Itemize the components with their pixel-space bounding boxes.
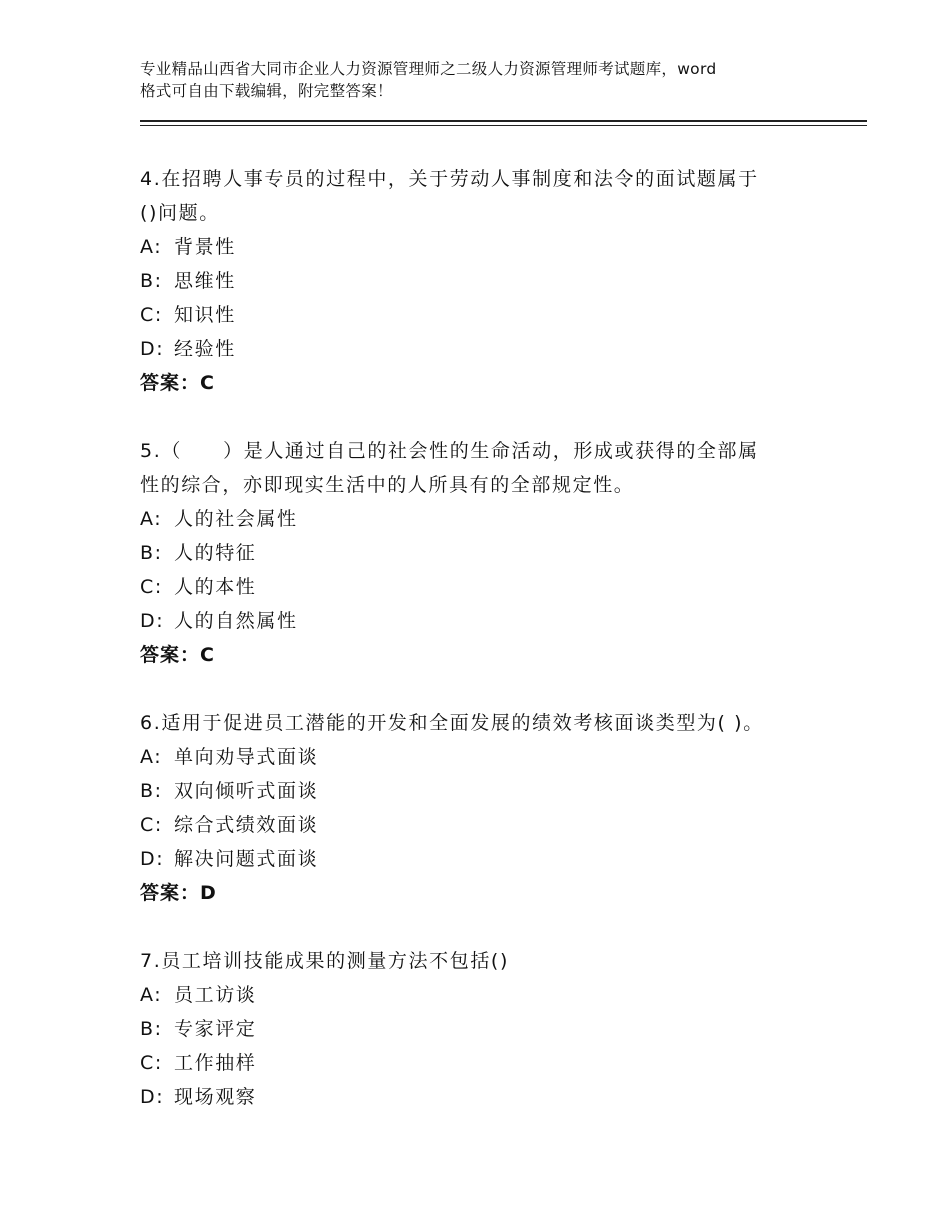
- document-header: [140, 58, 840, 102]
- question-list: [140, 162, 820, 1148]
- option-letter: D:: [140, 1086, 165, 1108]
- option-text: 专家评定: [174, 1018, 257, 1040]
- option-b: [140, 774, 820, 808]
- option-letter: A:: [140, 236, 163, 258]
- option-a: [140, 978, 820, 1012]
- option-c: [140, 570, 820, 604]
- option-d: [140, 842, 820, 876]
- option-letter: B:: [140, 780, 163, 802]
- option-text: 人的社会属性: [174, 508, 298, 530]
- option-text: 工作抽样: [174, 1052, 257, 1074]
- question-stem: [140, 434, 820, 502]
- answer-label: 答案：C: [140, 372, 215, 394]
- option-text: 双向倾听式面谈: [174, 780, 319, 802]
- option-text: 人的自然属性: [174, 610, 298, 632]
- question-stem-line: ()问题。: [140, 202, 220, 224]
- question-5: [140, 434, 820, 672]
- option-text: 现场观察: [174, 1086, 257, 1108]
- option-letter: A:: [140, 746, 163, 768]
- option-b: [140, 1012, 820, 1046]
- header-divider-thin: [140, 125, 867, 126]
- option-letter: D:: [140, 848, 165, 870]
- option-c: [140, 298, 820, 332]
- option-a: [140, 230, 820, 264]
- option-text: 解决问题式面谈: [174, 848, 319, 870]
- question-6: [140, 706, 820, 910]
- option-letter: B:: [140, 1018, 163, 1040]
- option-text: 员工访谈: [174, 984, 257, 1006]
- header-divider-thick: [140, 120, 867, 122]
- option-a: [140, 740, 820, 774]
- option-letter: B:: [140, 270, 163, 292]
- question-stem-line: 7.员工培训技能成果的测量方法不包括(): [140, 950, 509, 972]
- option-c: [140, 808, 820, 842]
- question-7: [140, 944, 820, 1114]
- header-line-1: 专业精品山西省大同市企业人力资源管理师之二级人力资源管理师考试题库，word: [140, 60, 717, 78]
- option-text: 思维性: [174, 270, 236, 292]
- answer-label: 答案：D: [140, 882, 217, 904]
- option-text: 综合式绩效面谈: [174, 814, 319, 836]
- option-letter: D:: [140, 338, 165, 360]
- option-d: [140, 604, 820, 638]
- option-b: [140, 264, 820, 298]
- option-letter: A:: [140, 508, 163, 530]
- option-letter: C:: [140, 814, 163, 836]
- answer-label: 答案：C: [140, 644, 215, 666]
- question-stem-line: 4.在招聘人事专员的过程中，关于劳动人事制度和法令的面试题属于: [140, 168, 759, 190]
- question-stem-line: 6.适用于促进员工潜能的开发和全面发展的绩效考核面谈类型为( )。: [140, 712, 764, 734]
- question-stem: [140, 944, 820, 978]
- option-d: [140, 1080, 820, 1114]
- question-stem: [140, 162, 820, 230]
- option-letter: A:: [140, 984, 163, 1006]
- question-stem-line: 性的综合，亦即现实生活中的人所具有的全部规定性。: [140, 474, 635, 496]
- option-text: 人的本性: [174, 576, 257, 598]
- option-text: 经验性: [174, 338, 236, 360]
- option-text: 单向劝导式面谈: [174, 746, 319, 768]
- option-a: [140, 502, 820, 536]
- option-text: 背景性: [174, 236, 236, 258]
- option-letter: C:: [140, 576, 163, 598]
- option-letter: D:: [140, 610, 165, 632]
- option-letter: C:: [140, 1052, 163, 1074]
- option-d: [140, 332, 820, 366]
- header-line-2: 格式可自由下载编辑，附完整答案！: [140, 82, 393, 100]
- option-b: [140, 536, 820, 570]
- option-text: 知识性: [174, 304, 236, 326]
- option-c: [140, 1046, 820, 1080]
- question-stem-line: 5.（ ）是人通过自己的社会性的生命活动，形成或获得的全部属: [140, 440, 759, 462]
- option-letter: B:: [140, 542, 163, 564]
- option-text: 人的特征: [174, 542, 257, 564]
- option-letter: C:: [140, 304, 163, 326]
- question-4: [140, 162, 820, 400]
- question-stem: [140, 706, 820, 740]
